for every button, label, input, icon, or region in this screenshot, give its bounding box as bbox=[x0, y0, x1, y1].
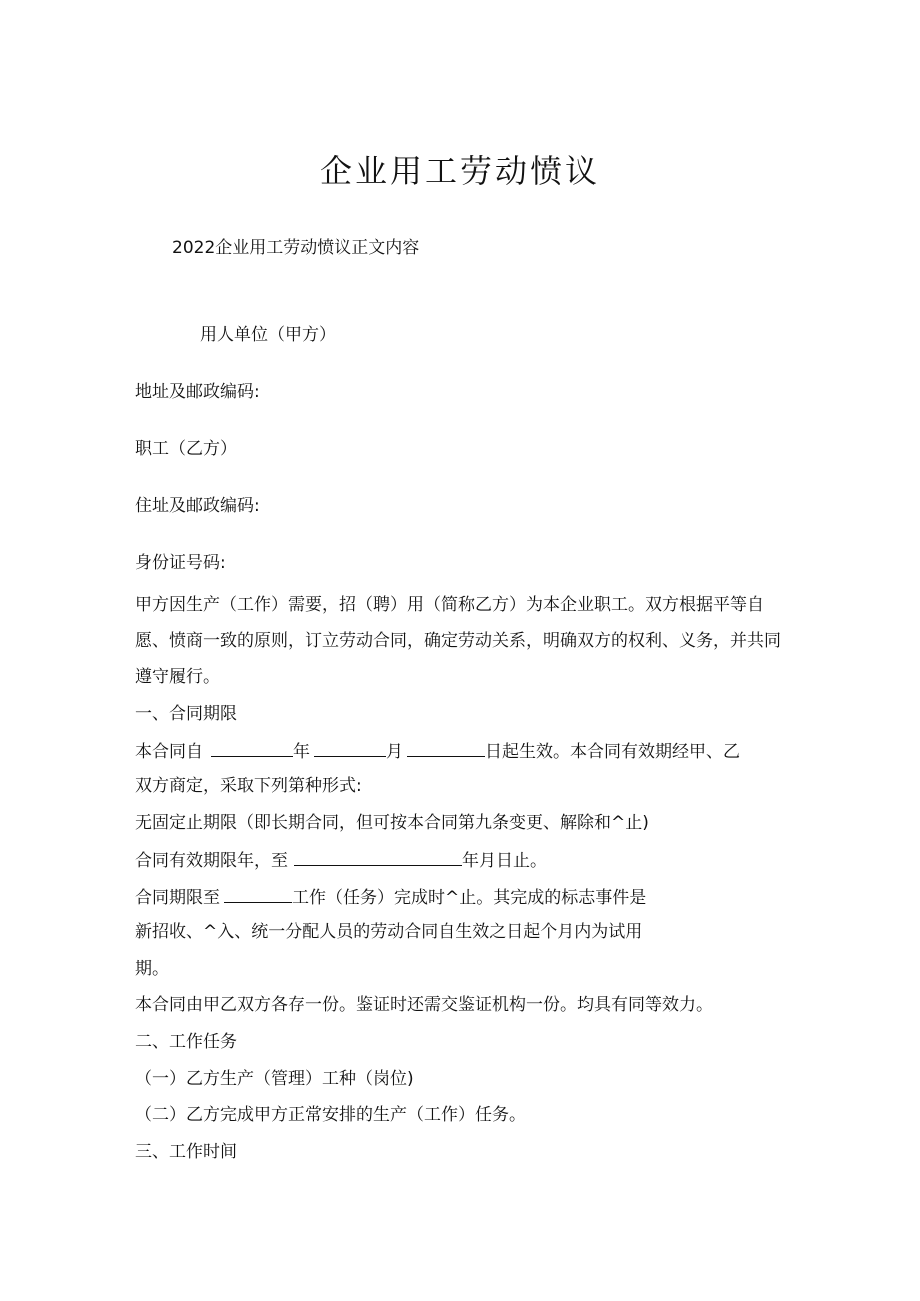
probation-line-2: 期。 bbox=[135, 959, 169, 979]
section-3-heading: 三、工作时间 bbox=[135, 1142, 237, 1162]
section-1-heading: 一、合同期限 bbox=[135, 704, 237, 724]
employee-address-label: 住址及邮政编码: bbox=[135, 496, 260, 516]
end-date-blank bbox=[294, 847, 462, 866]
intro-line-2: 愿、愤商一致的原则，订立劳动合同，确定劳动关系，明确双方的权利、义务，并共同 bbox=[135, 631, 781, 651]
employee-label: 职工（乙方） bbox=[135, 439, 237, 459]
document-title: 企业用工劳动愤议 bbox=[319, 152, 600, 190]
term-line-1-text-c: 月 bbox=[386, 742, 403, 762]
term-line-1 bbox=[135, 738, 740, 764]
year-blank bbox=[211, 738, 293, 757]
task-item-2: （二）乙方完成甲方正常安排的生产（工作）任务。 bbox=[135, 1105, 526, 1125]
section-2-heading: 二、工作任务 bbox=[135, 1032, 237, 1052]
term-option-2 bbox=[135, 847, 547, 873]
term-option-3 bbox=[135, 884, 646, 910]
term-option-3-text-a: 合同期限至 bbox=[135, 888, 220, 908]
intro-line-3: 遵守履行。 bbox=[135, 667, 220, 687]
employer-label: 用人单位（甲方） bbox=[200, 325, 336, 345]
intro-line-1: 甲方因生产（工作）需要，招（聘）用（简称乙方）为本企业职工。双方根据平等自 bbox=[135, 595, 764, 615]
term-line-1-text-b: 年 bbox=[293, 742, 310, 762]
month-blank bbox=[314, 738, 386, 757]
term-line-2: 双方商定，采取下列第种形式: bbox=[135, 776, 362, 796]
task-item-1: （一）乙方生产（管理）工种（岗位) bbox=[135, 1069, 414, 1089]
term-line-1-text-d: 日起生效。本合同有效期经甲、乙 bbox=[485, 742, 740, 762]
id-number-label: 身份证号码: bbox=[135, 553, 226, 573]
probation-line-1: 新招收、^入、统一分配人员的劳动合同自生效之日起个月内为试用 bbox=[135, 922, 643, 942]
task-blank bbox=[224, 884, 292, 903]
term-line-1-text-a: 本合同自 bbox=[135, 742, 203, 762]
term-option-2-text-b: 年月日止。 bbox=[462, 851, 547, 871]
employer-address-label: 地址及邮政编码: bbox=[135, 382, 260, 402]
copies-clause: 本合同由甲乙双方各存一份。鉴证时还需交鉴证机构一份。均具有同等效力。 bbox=[135, 995, 713, 1015]
term-option-3-text-b: 工作（任务）完成时^止。其完成的标志事件是 bbox=[292, 888, 647, 908]
day-blank bbox=[407, 738, 485, 757]
term-option-1: 无固定止期限（即长期合同，但可按本合同第九条变更、解除和^止) bbox=[135, 813, 649, 833]
document-subtitle: 2022企业用工劳动愤议正文内容 bbox=[172, 238, 420, 258]
term-option-2-text-a: 合同有效期限年，至 bbox=[135, 851, 288, 871]
